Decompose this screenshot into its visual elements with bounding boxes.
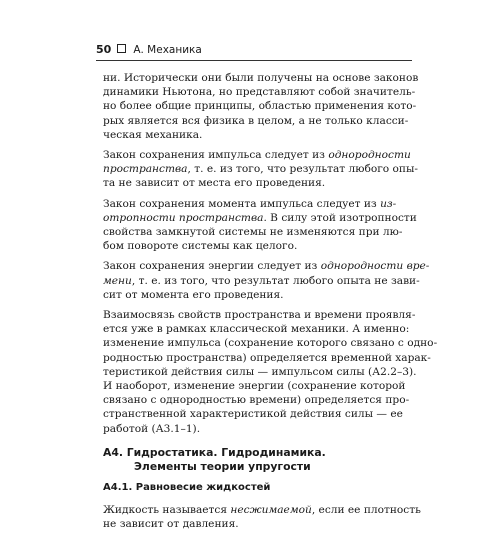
text-line: изменение импульса (сохранение которого связано с одно- [103,337,438,350]
text-line: сит от момента его проведения. [103,288,284,301]
text-line: теристикой действия силы — импульсом силы (А2.2–3). [103,365,417,378]
page-number: 50 [96,43,112,56]
emphasis: пространства [103,163,188,176]
text-line [103,197,409,211]
emphasis: однородности [328,149,411,162]
text-line: ческая механика. [103,128,203,141]
emphasis: мени [103,274,132,287]
paragraph-incompressible [103,503,421,531]
heading-line: А4. Гидростатика. Гидродинамика. [103,445,326,459]
text-span: Закон сохранения момента импульса следует из [103,197,381,210]
text-line [103,162,418,176]
text-line [103,274,420,288]
text-line: но более общие принципы, областью применения кото- [103,100,417,113]
paragraph-momentum-conservation [103,148,418,191]
text-line: работой (А3.1–1). [103,422,201,435]
subsection-heading: А4.1. Равновесие жидкостей [103,481,271,493]
paragraph-energy-conservation [103,259,430,302]
text-line [103,259,430,273]
paragraph-space-time [103,308,438,436]
text-line: родностью пространства) определяется временной харак- [103,351,431,364]
square-icon [117,44,126,53]
emphasis: однородности вре- [320,260,430,273]
text-line [103,148,409,162]
text-line: Взаимосвязь свойств пространства и времени проявля- [103,309,416,322]
text-span: , если ее плотность [311,503,421,516]
paragraph-1 [103,71,419,142]
emphasis: из- [380,197,397,210]
text-line: свойства замкнутой системы не изменяются при лю- [103,226,403,239]
heading-line: Элементы теории упругости [134,460,311,474]
text-line: та не зависит от места его проведения. [103,177,326,190]
emphasis: несжимаемой [230,503,312,516]
text-span: Закон сохранения импульса следует из [103,149,329,162]
paragraph-angular-momentum [103,197,417,254]
text-line: динамики Ньютона, но представляют собой значитель- [103,86,416,99]
text-line [103,211,417,225]
text-line: ется уже в рамках классической механики. А именно: [103,323,410,336]
text-span: , т. е. из того, что результат любого опы- [187,163,418,176]
text-line: связано с однородностью времени) определяется про- [103,394,410,407]
section-heading [103,446,409,475]
text-span: Жидкость называется [103,503,231,516]
body-text [103,71,438,537]
header-rule [96,60,412,61]
text-line: странственной характеристикой действия силы — ее [103,408,403,421]
text-line [103,503,421,517]
text-line: бом повороте системы как целого. [103,240,298,253]
text-span: , т. е. из того, что результат любого опыта не зави- [131,274,420,287]
text-line: ни. Исторически они были получены на основе законов [103,72,419,84]
running-header [96,42,416,58]
emphasis: отропности пространства [103,211,264,224]
text-line: не зависит от давления. [103,518,239,531]
text-line: И наоборот, изменение энергии (сохранение которой [103,380,406,393]
text-span: Закон сохранения энергии следует из [103,260,321,273]
text-span: . В силу этой изотропности [263,211,417,224]
text-line: рых является вся физика в целом, а не только класси- [103,114,409,127]
section-title: А. Механика [133,44,202,56]
